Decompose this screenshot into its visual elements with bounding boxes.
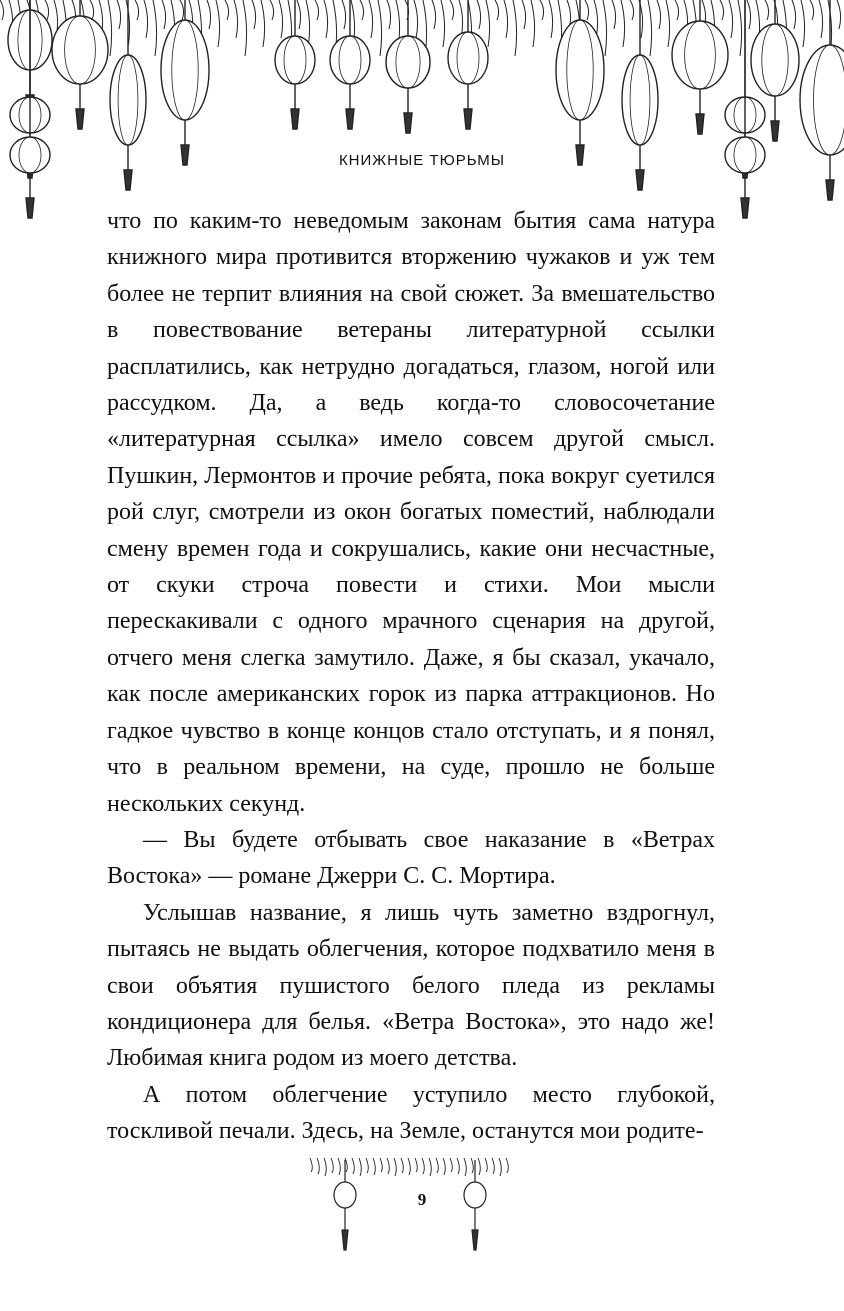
paragraph: А потом облегчение уступило место глубокой, тоскливой печали. Здесь, на Земле, останутся мои родите- xyxy=(107,1081,715,1145)
running-head: КНИЖНЫЕ ТЮРЬМЫ xyxy=(338,152,506,169)
lantern-garland-illustration xyxy=(0,0,844,225)
page-number: 9 xyxy=(417,1190,427,1209)
paragraph: — Вы будете отбывать свое наказание в «Ветрах Востока» — романе Джерри С. С. Мортира. xyxy=(107,826,715,890)
paragraph: что по каким-то неведомым законам бытия сама натура книжного мира противится вторжению чужаков и уж тем более не терпит влияния на свой сюжет. За вмешательство в повествование ветераны литературной ссылки расплатились, как нетрудно догадаться, глазом, ногой или рассудком. Да, а ведь когда-то словосочетание «литературная ссылка» имело совсем другой смысл. Пушкин, Лермонтов и прочие ребята, пока вокруг суетился рой слуг, смотрели из окон богатых поместий, наблюдали смену времен года и сокрушались, какие они несчастные, от скуки строча повести и стихи. Мои мысли перескакивали с одного мрачного сценария на другой, отчего меня слегка замутило. Даже, я бы сказал, укачало, как после американских горок из парка аттракционов. Но гадкое чувство в конце концов стало отступать, и я понял, что в реальном времени, на суде, прошло не больше нескольких секунд. xyxy=(107,208,715,817)
paragraph: Услышав название, я лишь чуть заметно вздрогнул, пытаясь не выдать облегчения, которое подхватило меня в свои объятия пушистого белого пледа из рекламы кондиционера для белья. «Ветра Востока», это надо же! Любимая книга родом из моего детства. xyxy=(107,899,715,1072)
footer-lantern-ornament xyxy=(290,1150,530,1270)
body-text xyxy=(107,203,715,1150)
